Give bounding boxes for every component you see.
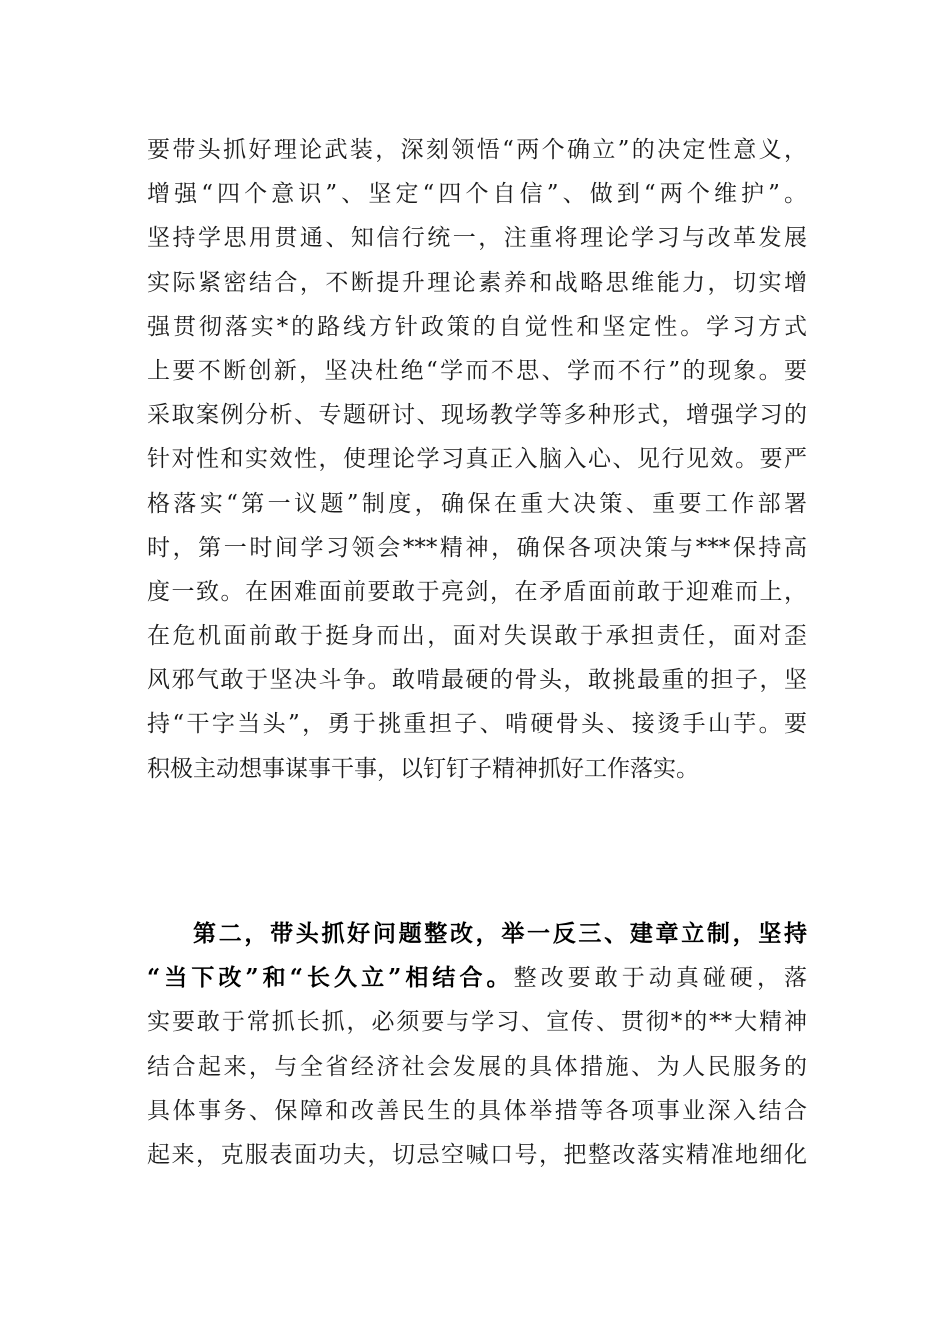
text-line: 持“干字当头”，勇于挑重担子、啃硬骨头、接烫手山芋。要 xyxy=(147,711,807,738)
text-line: 结合起来，与全省经济社会发展的具体措施、为人民服务的 xyxy=(147,1053,807,1080)
text-line: 上要不断创新，坚决杜绝“学而不思、学而不行”的现象。要 xyxy=(147,357,807,384)
text-line: 要带头抓好理论武装，深刻领悟“两个确立”的决定性意义， xyxy=(147,137,807,163)
text-line: 实要敢于常抓长抓，必须要与学习、宣传、贯彻*的**大精神 xyxy=(147,1009,808,1036)
text-line: 增强“四个意识”、坚定“四个自信”、做到“两个维护”。 xyxy=(147,181,807,208)
paragraph-theory-study xyxy=(147,128,807,791)
text-line: 起来，克服表面功夫，切忌空喊口号，把整改落实精准地细化 xyxy=(147,1141,807,1168)
section-heading-line: 第二，带头抓好问题整改，举一反三、建章立制，坚持 xyxy=(193,920,807,947)
section-body-start: 整改要敢于动真碰硬，落 xyxy=(513,965,808,992)
text-line: 坚持学思用贯通、知信行统一，注重将理论学习与改革发展 xyxy=(147,225,807,252)
text-line: 积极主动想事谋事干事，以钉钉子精神抓好工作落实。 xyxy=(147,755,699,782)
text-line: 风邪气敢于坚决斗争。敢啃最硬的骨头，敢挑最重的担子，坚 xyxy=(147,667,807,694)
paragraph-rectification xyxy=(147,912,807,1177)
section-heading-continuation xyxy=(147,956,807,1000)
text-line: 具体事务、保障和改善民生的具体举措等各项事业深入结合 xyxy=(147,1097,807,1124)
text-line: 时，第一时间学习领会***精神，确保各项决策与***保持高 xyxy=(147,534,807,561)
text-line: 格落实“第一议题”制度，确保在重大决策、重要工作部署 xyxy=(147,490,807,517)
text-line: 度一致。在困难面前要敢于亮剑，在矛盾面前敢于迎难而上， xyxy=(147,578,807,605)
text-line: 强贯彻落实*的路线方针政策的自觉性和坚定性。学习方式 xyxy=(147,313,807,340)
text-line: 在危机面前敢于挺身而出，面对失误敢于承担责任，面对歪 xyxy=(147,623,807,650)
text-line: 针对性和实效性，使理论学习真正入脑入心、见行见效。要严 xyxy=(147,446,807,473)
text-line: 采取案例分析、专题研讨、现场教学等多种形式，增强学习的 xyxy=(147,402,807,429)
section-heading-bold: “当下改”和“长久立”相结合。 xyxy=(147,964,514,992)
text-line: 实际紧密结合，不断提升理论素养和战略思维能力，切实增 xyxy=(147,269,807,296)
